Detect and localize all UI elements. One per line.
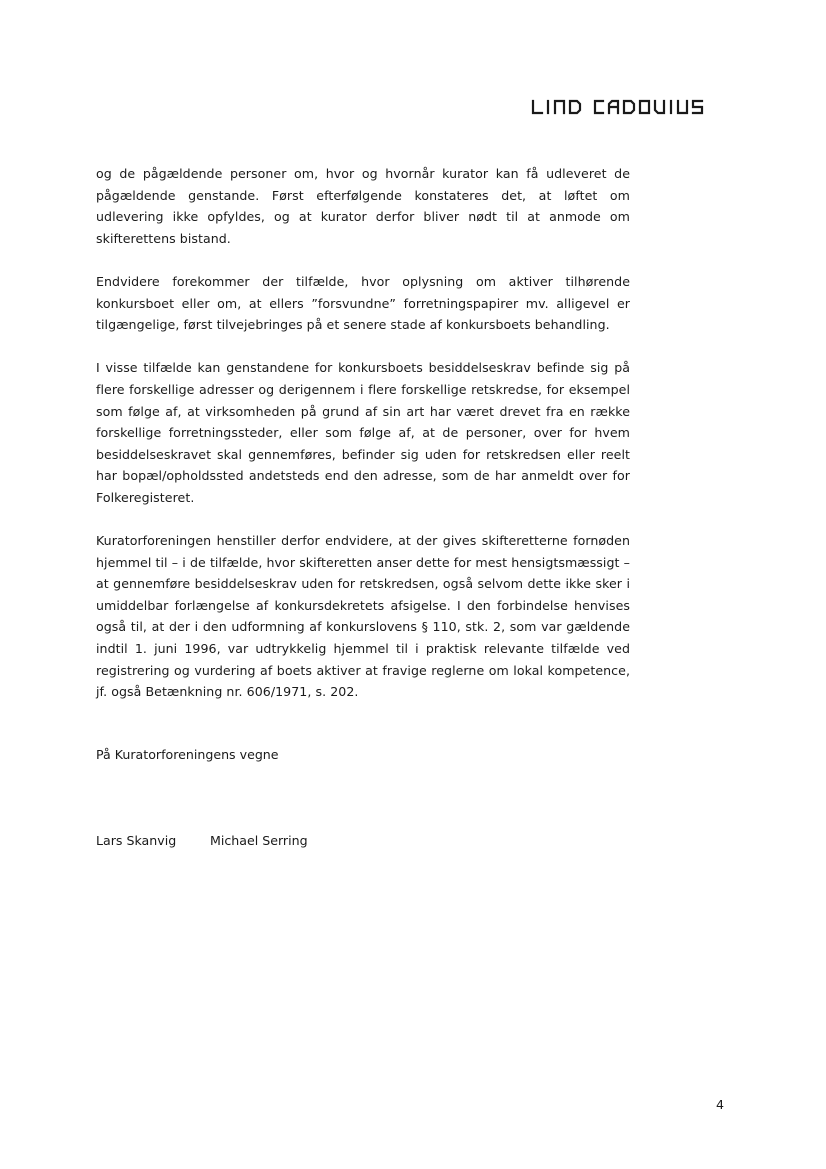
closing-line: På Kuratorforeningens vegne <box>96 747 279 762</box>
company-logo <box>531 92 727 122</box>
page-number: 4 <box>715 1097 724 1112</box>
body-paragraph-2: Endvidere forekommer der tilfælde, hvor oplysning om aktiver tilhørende konkursboet eller om, at ellers ”forsvundne” forretningspapirer mv. alligevel er tilgængelige, først tilvejebringes på et senere stade af konkursboets behandling. <box>96 273 630 333</box>
signature-name-2: Michael Serring <box>210 833 308 848</box>
body-paragraph-4: Kuratorforeningen henstiller derfor endvidere, at der gives skifteretterne fornøden hjemmel til – i de tilfælde, hvor skifteretten anser dette for mest hensigtsmæssigt – at gennemføre besiddelseskrav uden for retskredsen, også selvom dette ikke sker i umiddelbar forlængelse af konkursdekretets afsigelse. I den forbindelse henvises også til, at der i den udformning af konkurslovens § 110, stk. 2, som var gældende indtil 1. juni 1996, var udtrykkelig hjemmel til i praktisk relevante tilfælde ved registrering og vurdering af boets aktiver at fravige reglerne om lokal kompetence, jf. også Betænkning nr. 606/1971, s. 202. <box>96 533 630 700</box>
body-paragraph-1: og de pågældende personer om, hvor og hvornår kurator kan få udleveret de pågældende genstande. Først efterfølgende konstateres det, at løftet om udlevering ikke opfyldes, og at kurator derfor bliver nødt til at anmode om skifterettens bistand. <box>96 166 630 246</box>
letter-body <box>96 163 630 724</box>
signature-name-1: Lars Skanvig <box>96 833 177 848</box>
body-paragraph-3: I visse tilfælde kan genstandene for konkursboets besiddelseskrav befinde sig på flere forskellige adresser og derigennem i flere forskellige retskredse, for eksempel som følge af, at virksomheden på grund af sin art har været drevet fra en række forskellige forretningssteder, eller som følge af, at de personer, over for hvem besiddelseskravet skal gennemføres, befinder sig uden for retskredsen eller reelt har bopæl/opholdssted andetsteds end den adresse, som de har anmeldt over for Folkeregisteret. <box>96 360 630 505</box>
signature-block <box>96 830 308 852</box>
logo-wordmark <box>531 92 727 122</box>
